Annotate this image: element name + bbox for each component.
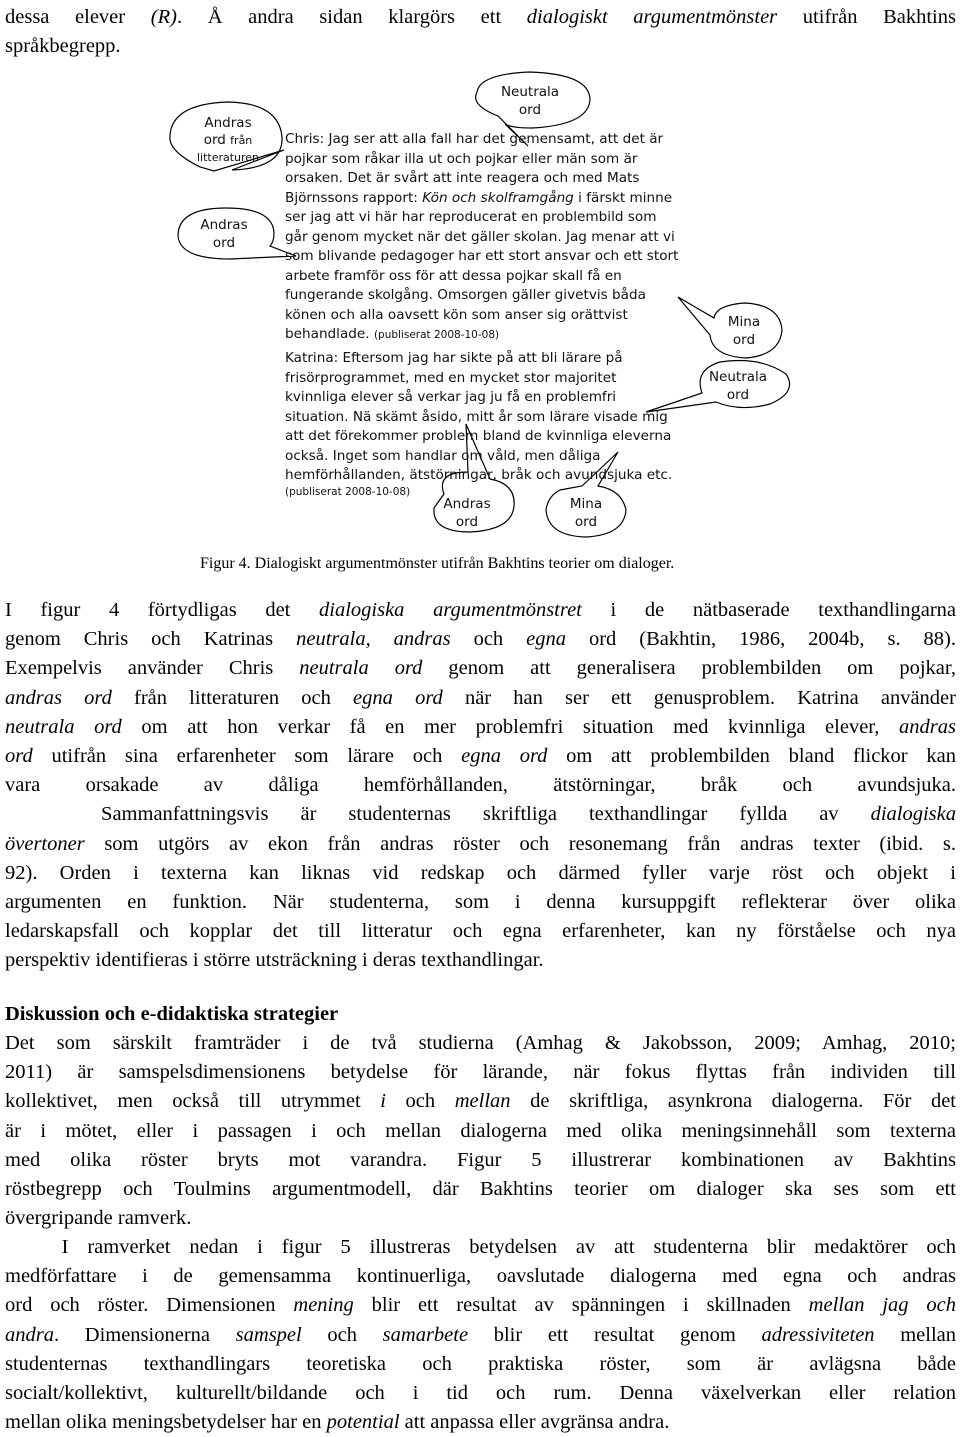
figure-caption: Figur 4. Dialogiskt argumentmönster utifrån Bakhtins teorier om dialoger. [200,555,675,572]
intro-line-1: dessa elever (R). Å andra sidan klargörs ett dialogiskt argumentmönster utifrån Bakhtins [5,6,956,28]
text-line: är i mötet, eller i passagen i och mellan dialogerna med olika meningsinnehåll som texterna [5,1119,956,1142]
text-line: I figur 4 förtydligas det dialogiska argumentmönstret i de nätbaserade texthandlingarna [5,599,957,621]
text-line: Det som särskilt framträder i de två studierna (Amhag & Jakobsson, 2009; Amhag, 2010; [5,1032,956,1054]
katrina-line: Katrina: Eftersom jag har sikte på att bli lärare på [285,350,623,366]
chris-line: orsaken. Det är svårt att inte reagera och med Mats [285,170,640,186]
text-line: övergripande ramverk. [5,1207,192,1230]
text-line: argumenten en funktion. När studenterna, som i denna kursuppgift reflekterar över olika [5,890,956,913]
bubble-andras-left: Andras ord [200,217,248,251]
chris-line: fungerande skolgång. Omsorgen gäller givetvis båda [285,287,646,303]
chris-line: pojkar som råkar illa ut och pojkar eller män som är [285,150,638,167]
publish-date: (publiserat 2008-10-08) [373,329,500,341]
figure-4 [0,0,960,572]
bubble-neutrala-right: Neutrala ord [708,369,768,403]
text-line: ord utifrån sina erfarenheter som lärare och egna ord om att problembilden bland flickor kan [5,744,956,767]
katrina-line: också. Inget som handlar om våld, men dåliga [285,447,601,464]
section-heading: Diskussion och e-didaktiska strategier [5,1003,339,1025]
paragraph-3 [5,1233,956,1437]
text-line: ledarskapsfall och kopplar det till litteratur och egna erfarenheter, kan ny förståelse och nya [5,920,956,943]
text-line: medförfattare i de gemensamma kontinuerliga, oavslutade dialogerna med egna och andras [5,1265,956,1288]
chris-line: behandlade. (publiserat 2008-10-08) [285,326,500,342]
text-line: kollektivet, men också till utrymmet i och mellan de skriftliga, asynkrona dialogerna. För det [5,1090,956,1113]
text-line: I ramverket nedan i figur 5 illustreras betydelsen av att studenterna blir medaktörer och [5,1236,956,1258]
text-line: 92). Orden i texterna kan liknas vid redskap och därmed fyller varje röst och objekt i [5,861,956,884]
text-line: med olika röster bryts mot varandra. Figur 5 illustrerar kombinationen av Bakhtins [5,1148,956,1171]
text-line: neutrala ord om att hon verkar få en mer problemfri situation med kvinnliga elever, andras [5,715,956,738]
paragraph-2 [5,1029,956,1233]
text-line: Exempelvis använder Chris neutrala ord genom att generalisera problembilden om pojkar, [5,657,957,680]
bubble-andras-lit: Andras ord från litteraturen [196,115,260,164]
bubble-neutrala-top: Neutrala ord [500,84,560,118]
chris-line: som blivande pedagoger har ett stort ansvar och ett stort [285,248,679,264]
chris-line: ser jag att vi här har reproducerat en problembild som [285,209,657,225]
chris-line: Chris: Jag ser att alla fall har det gemensamt, att det är [285,131,664,147]
intro-line-2: språkbegrepp. [5,35,121,58]
katrina-line: kvinnliga elever så verkar jag ju få en problemfri [285,389,617,405]
text-line: ord och röster. Dimensionen mening blir ett resultat av spänningen i skillnaden mellan jag och [5,1294,956,1317]
text-line: studenternas texthandlingars teoretiska och praktiska röster, som är avlägsna både [5,1352,956,1375]
chris-line: arbete framför oss för att dessa pojkar skall få en [285,267,622,284]
publish-date: (publiserat 2008-10-08) [285,486,411,498]
bubble-mina-right: Mina ord [727,314,761,348]
katrina-line: att det förekommer problem bland de kvinnliga eleverna [285,428,672,444]
text-line: röstbegrepp och Toulmins argumentmodell, där Bakhtins teorier om dialoger ska ses som ett [5,1177,956,1200]
text-line: andras ord från litteraturen och egna ord när han ser ett genusproblem. Katrina använder [5,686,956,709]
text-line: 2011) är samspelsdimensionens betydelse för lärande, när fokus flyttas från individen till [5,1061,956,1084]
text-line: andra. Dimensionerna samspel och samarbete blir ett resultat genom adressiviteten mellan [5,1323,956,1346]
bubble-mina-bottom: Mina ord [569,496,603,530]
text-line: Sammanfattningsvis är studenternas skriftliga texthandlingar fyllda av dialogiska [5,803,956,826]
bubble-andras-bottom: Andras ord [443,496,491,530]
katrina-line: frisörprogrammet, med en mycket stor majoritet [285,369,617,386]
text-line: övertoner som utgörs av ekon från andras röster och resonemang från andras texter (ibid. s. [5,832,956,855]
paragraph-1 [5,596,956,975]
text-line: genom Chris och Katrinas neutrala, andras och egna ord (Bakhtin, 1986, 2004b, s. 88). [5,628,956,651]
katrina-line: situation. Nä skämt åsido, mitt år som lärare visade mig [285,408,668,425]
text-line: perspektiv identifieras i större utsträckning i deras texthandlingar. [5,949,544,972]
text-line: vara orsakade av dåliga hemförhållanden, ätstörningar, bråk och avundsjuka. [5,774,956,797]
katrina-line: hemförhållanden, ätstörningar, bråk och avundsjuka etc. [285,467,673,483]
chris-line: går genom mycket när det gäller skolan. Jag menar att vi [285,228,675,245]
chris-line: könen och alla oavsett kön som anser sig orättvist [285,306,628,323]
text-line: mellan olika meningsbetydelser har en potential att anpassa eller avgränsa andra. [5,1411,670,1434]
chris-line: Björnssons rapport: Kön och skolframgång i färskt minne [285,189,673,206]
text-line: socialt/kollektivt, kulturellt/bildande och i tid och rum. Denna växelverkan eller relation [5,1381,956,1404]
